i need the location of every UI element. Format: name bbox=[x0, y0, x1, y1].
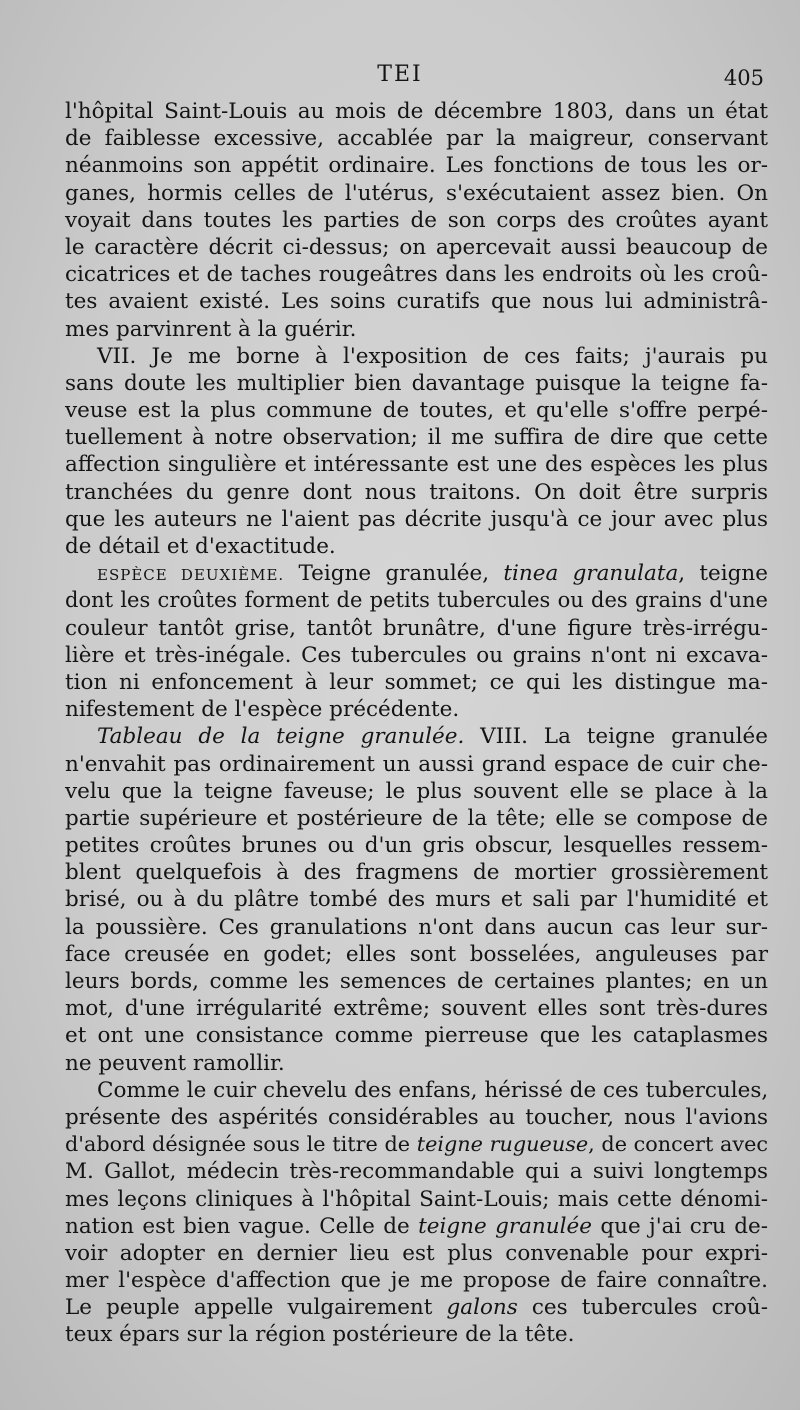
section-title: Tableau de la teigne granulée. bbox=[97, 724, 465, 750]
text-line: Comme le cuir chevelu des enfans, hérissé de ces tubercules, bbox=[97, 1077, 769, 1103]
text-line: leurs bords, comme les semences de certaines plantes; en un bbox=[65, 969, 768, 994]
text-line: couleur tantôt grise, tantôt brunâtre, d'une figure très-irrégu- bbox=[65, 615, 768, 641]
text-run: que j'ai cru de- bbox=[591, 1213, 768, 1239]
text-line: teux épars sur la région postérieure de la tête. bbox=[65, 1322, 575, 1348]
body-text bbox=[65, 98, 768, 1349]
text-line: tes avaient existé. Les soins curatifs que nous lui administrâ- bbox=[65, 289, 768, 315]
text-run: ces tubercules croû- bbox=[517, 1295, 768, 1321]
term: teigne granulée bbox=[418, 1213, 592, 1239]
text-run: , de concert avec bbox=[588, 1132, 769, 1157]
text-line: voir adopter en dernier lieu est plus convenable pour expri- bbox=[65, 1240, 768, 1266]
text-line: mes parvinrent à la guérir. bbox=[65, 316, 357, 342]
text-line: M. Gallot, médecin très-recommandable qui a suivi longtemps bbox=[65, 1159, 768, 1185]
text-line: la poussière. Ces granulations n'ont dans aucun cas leur sur- bbox=[65, 914, 768, 940]
page-number: 405 bbox=[723, 66, 764, 90]
text-line: le caractère décrit ci-dessus; on apercevait aussi beaucoup de bbox=[65, 234, 768, 260]
text-line: mot, d'une irrégularité extrême; souvent elles sont très-dures bbox=[65, 996, 768, 1022]
text-line-with-term bbox=[65, 1131, 768, 1158]
text-line: petites croûtes brunes ou d'un gris obscur, lesquelles ressem- bbox=[65, 833, 768, 859]
text-run: d'abord désignée sous le titre de bbox=[65, 1132, 417, 1157]
running-head: TEI bbox=[377, 62, 423, 87]
text-line: n'envahit pas ordinairement un aussi grand espace de cuir che- bbox=[65, 751, 768, 777]
text-line: partie supérieure et postérieure de la tête; elle se compose de bbox=[65, 805, 768, 831]
text-line: VII. Je me borne à l'exposition de ces faits; j'aurais pu bbox=[97, 343, 768, 369]
text-line: cicatrices et de taches rougeâtres dans les endroits où les croû- bbox=[65, 262, 768, 288]
text-line-species-heading bbox=[65, 560, 768, 587]
text-run: nation est bien vague. Celle de bbox=[65, 1213, 419, 1239]
text-line-with-term bbox=[65, 1213, 768, 1240]
text-line: nifestement de l'espèce précédente. bbox=[65, 697, 460, 723]
text-line: ne peuvent ramollir. bbox=[65, 1050, 285, 1076]
text-line: face creusée en godet; elles sont bosselées, anguleuses par bbox=[65, 941, 768, 967]
term: galons bbox=[446, 1295, 518, 1321]
text-line: tuellement à notre observation; il me suffira de dire que cette bbox=[65, 425, 768, 451]
latin-name: tinea granulata bbox=[503, 561, 679, 587]
text-line: dont les croûtes forment de petits tubercules ou des grains d'une bbox=[65, 588, 768, 613]
text-line: lière et très-inégale. Ces tubercules ou grains n'ont ni excava- bbox=[65, 642, 768, 668]
text-line: et ont une consistance comme pierreuse que les cataplasmes bbox=[65, 1023, 768, 1049]
text-line: affection singulière et intéressante est une des espèces les plus bbox=[65, 452, 768, 478]
text-run: Le peuple appelle vulgairement bbox=[65, 1295, 447, 1321]
text-line: tranchées du genre dont nous traitons. On doit être surpris bbox=[65, 479, 768, 505]
text-line: voyait dans toutes les parties de son corps des croûtes ayant bbox=[65, 207, 768, 233]
text-line-with-term bbox=[65, 1294, 768, 1321]
text-line: de faiblesse excessive, accablée par la maigreur, conservant bbox=[65, 126, 768, 152]
text-line: l'hôpital Saint-Louis au mois de décembre 1803, dans un état bbox=[65, 99, 768, 124]
text-line: mer l'espèce d'affection que je me propose de faire connaître. bbox=[65, 1268, 768, 1294]
text-run: , teigne bbox=[678, 561, 768, 587]
text-line: tion ni enfoncement à leur sommet; ce qui les distingue ma- bbox=[65, 669, 768, 695]
text-line: mes leçons cliniques à l'hôpital Saint-Louis; mais cette dénomi- bbox=[65, 1186, 768, 1212]
text-line: sans doute les multiplier bien davantage puisque la teigne fa- bbox=[65, 370, 768, 396]
text-line: néanmoins son appétit ordinaire. Les fonctions de tous les or- bbox=[65, 153, 768, 179]
text-line: présente des aspérités considérables au toucher, nous l'avions bbox=[65, 1104, 768, 1130]
text-line: veuse est la plus commune de toutes, et qu'elle s'offre perpé- bbox=[65, 398, 768, 424]
text-line: blent quelquefois à des fragmens de mortier grossièrement bbox=[65, 860, 768, 886]
page-header bbox=[0, 62, 800, 96]
text-run: Teigne granulée, bbox=[284, 561, 504, 587]
term: teigne rugueuse bbox=[416, 1132, 589, 1157]
text-line: velu que la teigne faveuse; le plus souvent elle se place à la bbox=[65, 778, 768, 804]
text-run: VIII. La teigne granulée bbox=[464, 724, 768, 750]
text-line: brisé, ou à du plâtre tombé des murs et sali par l'humidité et bbox=[65, 887, 768, 913]
text-line: ganes, hormis celles de l'utérus, s'exécutaient assez bien. On bbox=[65, 180, 768, 206]
text-line: que les auteurs ne l'aient pas décrite jusqu'à ce jour avec plus bbox=[65, 506, 768, 532]
text-line: de détail et d'exactitude. bbox=[65, 534, 336, 559]
species-label: ESPÈCE DEUXIÈME. bbox=[97, 566, 285, 585]
text-line-section-heading bbox=[65, 723, 768, 750]
